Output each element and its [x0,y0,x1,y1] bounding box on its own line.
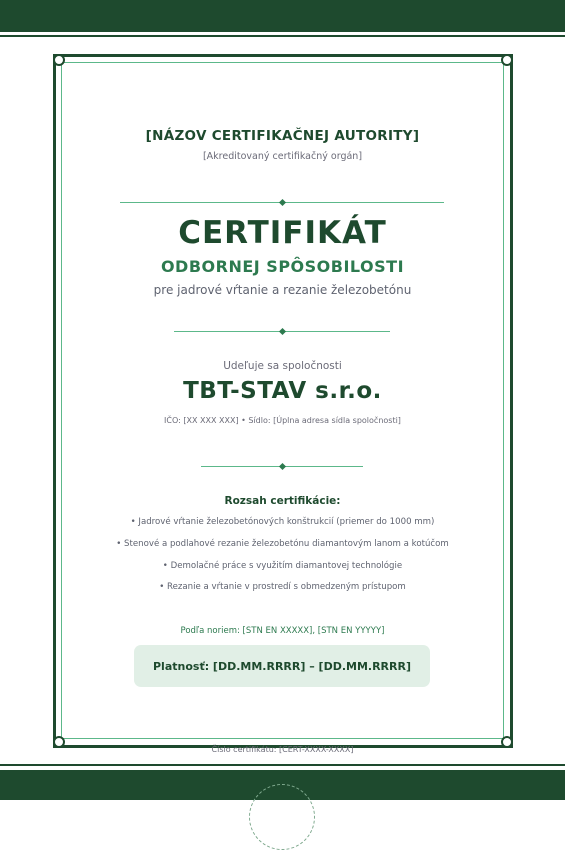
seal-icon [249,784,315,850]
scope-list [0,514,565,601]
grant-intro: Udeľuje sa spoločnosti [223,360,342,372]
corner-ornament-icon [53,54,65,66]
certificate-subtitle: ODBORNEJ SPÔSOBILOSTI [160,257,405,276]
company-name: TBT-STAV s.r.o. [183,378,382,404]
certificate-number: Číslo certifikátu: [CERT-XXXX-XXXX] [211,745,354,754]
validity-text: Platnosť: [DD.MM.RRRR] – [DD.MM.RRRR] [153,659,411,673]
scope-title: Rozsah certifikácie: [224,495,341,507]
certificate-description: pre jadrové vŕtanie a rezanie železobetónu [153,283,412,297]
accreditation-label: [Akreditovaný certifikačný orgán] [202,151,363,162]
certificate-title: CERTIFIKÁT [178,215,387,251]
authority-name: [NÁZOV CERTIFIKAČNEJ AUTORITY] [145,128,420,144]
norms-text: Podľa noriem: [STN EN XXXXX], [STN EN YYYYY] [180,626,385,636]
validity-box [134,645,430,687]
corner-ornament-icon [501,54,513,66]
scope-item: • Rezanie a vŕtanie v prostredí s obmedzeným prístupom [159,582,406,593]
scope-item: • Demolačné práce s využitím diamantovej technológie [162,560,403,571]
scope-item: • Jadrové vŕtanie železobetónových konštrukcií (priemer do 1000 mm) [130,517,435,527]
top-band-line [0,35,565,37]
bottom-band-line [0,764,565,766]
company-ids: IČO: [XX XXX XXX] • Sídlo: [Úplna adresa sídla spoločnosti] [164,416,401,425]
top-band [0,0,565,32]
scope-item: • Stenové a podlahové rezanie železobetónu diamantovým lanom a kotúčom [116,538,449,549]
